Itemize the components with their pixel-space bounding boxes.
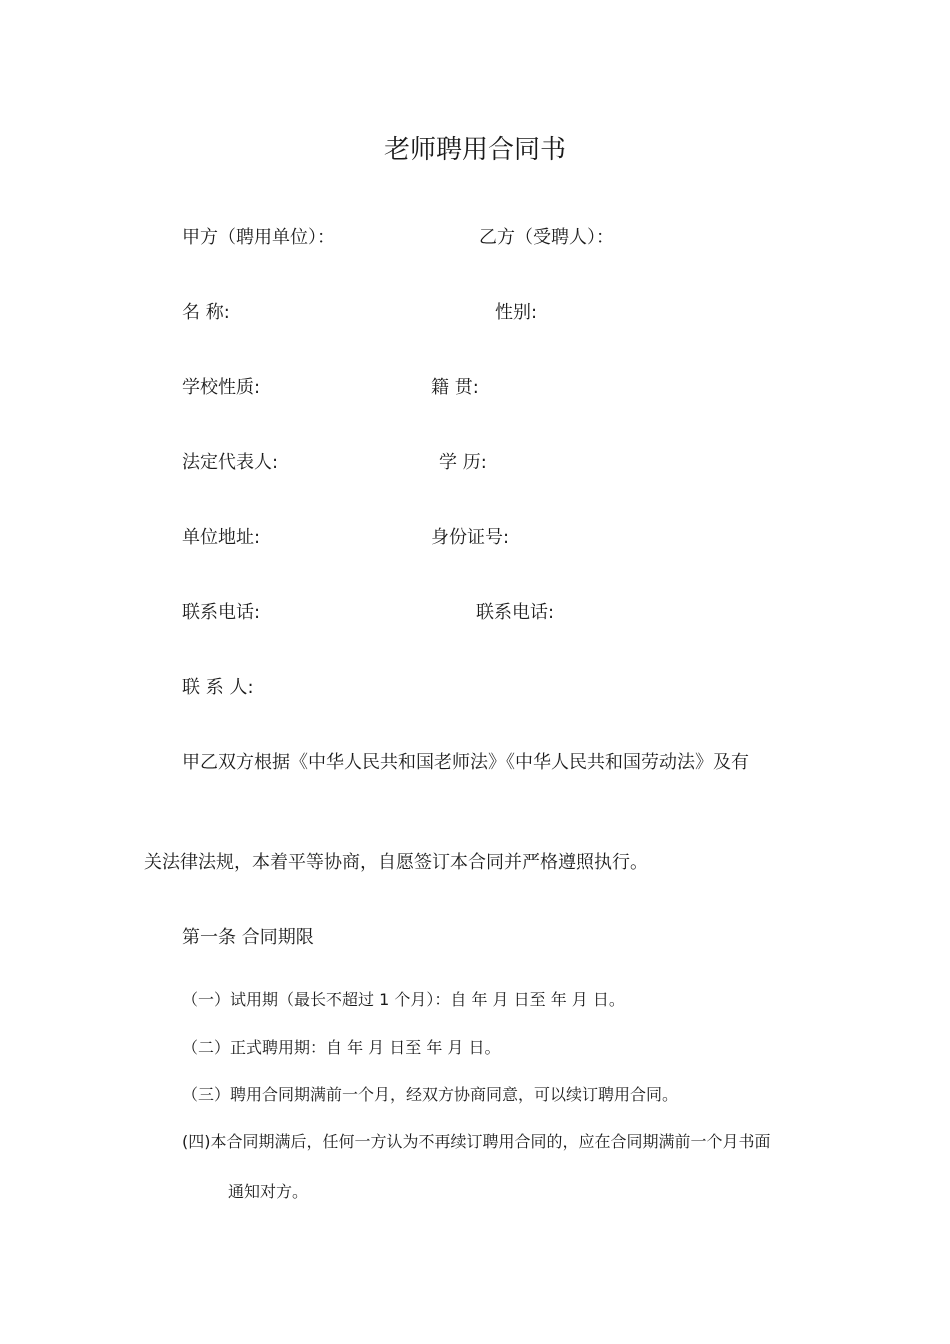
article-1-item-4-continued: 通知对方。 — [228, 1182, 309, 1201]
article-1-item-2: （二）正式聘用期：自 年 月 日至 年 月 日。 — [182, 1038, 501, 1057]
field-phone-b: 联系电话: — [476, 602, 555, 623]
preamble-line-2: 关法律法规，本着平等协商，自愿签订本合同并严格遵照执行。 — [144, 852, 648, 873]
article-1-item-4: (四)本合同期满后，任何一方认为不再续订聘用合同的，应在合同期满前一个月书面 — [182, 1132, 771, 1151]
field-native-place: 籍 贯: — [431, 377, 479, 398]
preamble-line-1: 甲乙双方根据《中华人民共和国老师法》《中华人民共和国劳动法》及有 — [182, 752, 749, 773]
field-school-type: 学校性质: — [182, 377, 261, 398]
field-party-a: 甲方（聘用单位）： — [182, 227, 335, 248]
field-legal-rep: 法定代表人: — [182, 452, 279, 473]
article-1-heading: 第一条 合同期限 — [182, 927, 314, 948]
field-contact: 联 系 人: — [182, 677, 254, 698]
field-education: 学 历: — [439, 452, 487, 473]
field-gender: 性别: — [495, 302, 538, 323]
field-party-b: 乙方（受聘人）： — [479, 227, 614, 248]
field-id-number: 身份证号: — [431, 527, 510, 548]
field-address: 单位地址: — [182, 527, 261, 548]
field-name: 名 称: — [182, 302, 230, 323]
article-1-item-1: （一）试用期（最长不超过 1 个月）：自 年 月 日至 年 月 日。 — [182, 990, 625, 1009]
document-title: 老师聘用合同书 — [383, 135, 566, 165]
article-1-item-3: （三）聘用合同期满前一个月，经双方协商同意，可以续订聘用合同。 — [182, 1085, 679, 1104]
field-phone-a: 联系电话: — [182, 602, 261, 623]
